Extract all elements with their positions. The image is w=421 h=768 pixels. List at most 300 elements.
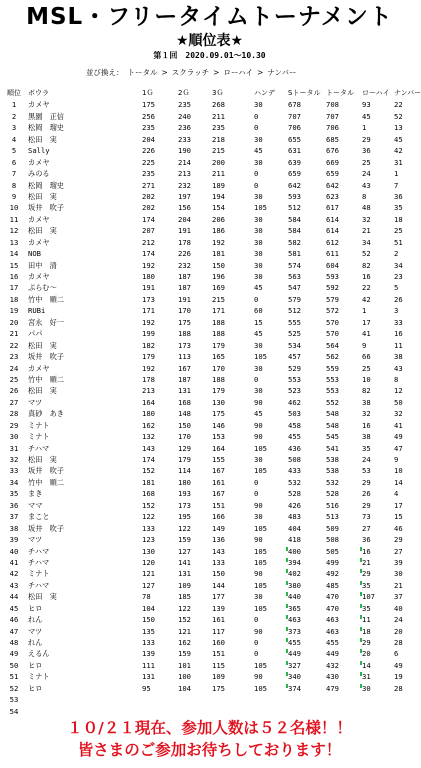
cell-handicap: 105 — [254, 443, 267, 453]
cell-number: 45 — [394, 134, 403, 144]
table-row — [4, 511, 417, 522]
cell-total: 430 — [326, 672, 339, 682]
marker-tick — [286, 684, 288, 688]
sort-item: > — [161, 68, 168, 77]
cell-total: 642 — [326, 180, 339, 190]
cell-game1: 180 — [142, 272, 155, 281]
table-row — [4, 351, 417, 362]
marker-tick — [286, 569, 288, 573]
cell-number: 37 — [394, 592, 403, 602]
cell-game2: 122 — [178, 603, 191, 613]
cell-rank: 32 — [9, 455, 19, 464]
cell-total: 706 — [326, 123, 339, 133]
cell-bowler-name: カメヤ — [28, 237, 50, 247]
cell-rank: 14 — [9, 249, 19, 259]
cell-bowler-name: ヒロ — [28, 683, 43, 693]
cell-bowler-name: 松田 実 — [28, 226, 57, 236]
cell-scratch-total: 404 — [288, 523, 301, 533]
cell-game2: 148 — [178, 409, 191, 419]
cell-bowler-name: RUBi — [28, 306, 46, 316]
cell-bowler-name: 松田 実 — [28, 134, 57, 144]
cell-bowler-name: 坂井 吹子 — [28, 203, 64, 213]
cell-game2: 162 — [178, 638, 191, 647]
table-row — [4, 580, 417, 591]
header-rank: 順位 — [7, 89, 21, 97]
cell-game1: 150 — [142, 615, 155, 625]
cell-bowler-name: チハマ — [28, 580, 50, 590]
cell-total: 449 — [326, 649, 339, 659]
cell-low-high: 16 — [362, 420, 371, 430]
cell-number: 21 — [394, 580, 403, 590]
cell-total: 532 — [326, 477, 339, 487]
cell-game3: 130 — [212, 397, 225, 407]
cell-handicap: 0 — [254, 649, 259, 659]
cell-game1: 199 — [142, 329, 155, 339]
cell-rank: 54 — [9, 706, 19, 716]
table-row — [4, 271, 417, 282]
cell-total: 612 — [326, 237, 339, 247]
cell-low-high: 31 — [362, 672, 371, 682]
cell-scratch-total: 655 — [288, 134, 301, 144]
header-scratch-total: Sトータル — [288, 89, 321, 97]
cell-total: 559 — [326, 363, 339, 373]
cell-game3: 215 — [212, 146, 225, 156]
header-low-high: ローハイ — [362, 89, 390, 97]
cell-number: 52 — [394, 111, 403, 121]
cell-total: 676 — [326, 146, 339, 156]
cell-rank: 4 — [11, 134, 17, 144]
cell-low-high: 38 — [362, 397, 371, 407]
cell-game2: 204 — [178, 214, 191, 224]
cell-scratch-total: 579 — [288, 294, 301, 304]
cell-handicap: 105 — [254, 546, 267, 556]
cell-low-high: 18 — [362, 626, 371, 636]
cell-handicap: 30 — [254, 455, 263, 464]
header-name: ボウラ — [28, 89, 49, 97]
cell-bowler-name: 黒園 正信 — [28, 111, 64, 121]
marker-tick — [360, 661, 362, 665]
sort-item: > — [257, 68, 264, 77]
cell-bowler-name: マツ — [28, 397, 43, 407]
marker-tick — [360, 672, 362, 676]
marker-tick — [360, 592, 362, 596]
cell-game2: 235 — [178, 100, 191, 110]
cell-game2: 104 — [178, 683, 191, 693]
cell-number: 10 — [394, 466, 403, 476]
cell-game3: 166 — [212, 512, 225, 522]
cell-game1: 235 — [142, 169, 155, 179]
cell-game1: 191 — [142, 283, 155, 293]
table-row — [4, 145, 417, 156]
cell-game2: 180 — [178, 477, 191, 487]
cell-number: 8 — [394, 374, 399, 384]
cell-bowler-name: 竹中 順二 — [28, 294, 64, 304]
cell-game1: 122 — [142, 512, 155, 522]
cell-rank: 34 — [9, 477, 19, 487]
cell-bowler-name: ヒロ — [28, 660, 43, 670]
cell-game1: 192 — [142, 317, 155, 327]
cell-total: 564 — [326, 340, 339, 350]
cell-low-high: 1 — [362, 123, 367, 133]
cell-number: 27 — [394, 546, 403, 556]
cell-handicap: 90 — [254, 500, 263, 510]
cell-game1: 104 — [142, 603, 155, 613]
cell-game1: 192 — [142, 363, 155, 373]
table-row — [4, 557, 417, 568]
cell-handicap: 30 — [254, 340, 263, 350]
cell-game1: 256 — [142, 111, 155, 121]
cell-game2: 190 — [178, 146, 191, 156]
cell-scratch-total: 433 — [288, 466, 301, 476]
cell-low-high: 29 — [362, 638, 371, 647]
cell-rank: 46 — [9, 615, 19, 625]
cell-bowler-name: 坂井 吹子 — [28, 352, 64, 362]
cell-number: 20 — [394, 626, 403, 636]
cell-total: 614 — [326, 226, 339, 236]
cell-rank: 44 — [9, 592, 19, 602]
cell-number: 25 — [394, 226, 403, 236]
cell-game1: 174 — [142, 214, 155, 224]
cell-number: 42 — [394, 146, 403, 156]
cell-game1: 175 — [142, 100, 155, 110]
cell-total: 463 — [326, 615, 339, 625]
cell-game2: 191 — [178, 226, 191, 236]
cell-game2: 197 — [178, 191, 191, 201]
cell-game3: 136 — [212, 535, 225, 545]
cell-low-high: 82 — [362, 260, 371, 270]
cell-game3: 188 — [212, 329, 225, 339]
cell-game2: 100 — [178, 672, 191, 682]
cell-game3: 268 — [212, 100, 225, 110]
cell-low-high: 32 — [362, 409, 371, 419]
cell-total: 685 — [326, 134, 339, 144]
cell-bowler-name: れん — [28, 638, 43, 647]
cell-number: 38 — [394, 352, 403, 362]
cell-low-high: 35 — [362, 443, 371, 453]
cell-handicap: 60 — [254, 306, 263, 316]
cell-total: 611 — [326, 249, 339, 259]
cell-bowler-name: カメヤ — [28, 100, 50, 110]
cell-number: 18 — [394, 214, 403, 224]
cell-game1: 123 — [142, 535, 155, 545]
cell-game2: 101 — [178, 660, 191, 670]
cell-rank: 43 — [9, 580, 19, 590]
cell-number: 14 — [394, 477, 403, 487]
cell-game2: 179 — [178, 455, 191, 464]
table-row — [4, 122, 417, 133]
table-row — [4, 317, 417, 328]
cell-handicap: 15 — [254, 317, 263, 327]
cell-bowler-name: えるん — [28, 649, 50, 659]
sort-item: ローハイ — [223, 68, 254, 77]
cell-total: 593 — [326, 272, 339, 281]
cell-handicap: 45 — [254, 409, 263, 419]
cell-game3: 188 — [212, 374, 225, 384]
cell-bowler-name: 真砂 あき — [28, 409, 64, 419]
marker-tick — [360, 604, 362, 608]
cell-rank: 48 — [9, 638, 19, 647]
page-title: MSL・フリータイムトーナメント — [26, 4, 393, 30]
cell-game1: 133 — [142, 523, 155, 533]
cell-bowler-name: ミナト — [28, 420, 50, 430]
cell-number: 2 — [394, 249, 399, 259]
cell-bowler-name: まき — [28, 489, 43, 499]
cell-total: 552 — [326, 397, 339, 407]
cell-handicap: 0 — [254, 123, 259, 133]
cell-bowler-name: カメヤ — [28, 214, 50, 224]
cell-rank: 2 — [11, 111, 17, 121]
cell-game3: 215 — [212, 294, 225, 304]
cell-number: 17 — [394, 500, 403, 510]
cell-game3: 144 — [212, 580, 225, 590]
cell-game2: 131 — [178, 569, 191, 579]
cell-total: 545 — [326, 432, 339, 442]
cell-rank: 26 — [9, 386, 19, 396]
cell-game1: 181 — [142, 477, 155, 487]
table-row — [4, 260, 417, 271]
cell-handicap: 30 — [254, 191, 263, 201]
cell-scratch-total: 400 — [288, 546, 301, 556]
cell-game2: 131 — [178, 386, 191, 396]
cell-low-high: 41 — [362, 329, 371, 339]
cell-game2: 178 — [178, 237, 191, 247]
cell-handicap: 0 — [254, 489, 259, 499]
cell-scratch-total: 508 — [288, 455, 301, 464]
cell-game2: 141 — [178, 557, 191, 567]
cell-game1: 179 — [142, 352, 155, 362]
cell-low-high: 38 — [362, 432, 371, 442]
table-row — [4, 157, 417, 168]
cell-scratch-total: 631 — [288, 146, 301, 156]
cell-game3: 177 — [212, 592, 225, 602]
cell-game2: 127 — [178, 546, 191, 556]
cell-handicap: 30 — [254, 214, 263, 224]
table-row — [4, 420, 417, 431]
cell-game3: 164 — [212, 443, 225, 453]
cell-scratch-total: 642 — [288, 180, 301, 190]
header-game2: 2Ｇ — [178, 89, 190, 97]
marker-tick — [360, 558, 362, 562]
cell-low-high: 8 — [362, 191, 367, 201]
cell-total: 499 — [326, 557, 339, 567]
cell-scratch-total: 512 — [288, 203, 301, 213]
table-row — [4, 248, 417, 259]
table-row — [4, 363, 417, 374]
cell-bowler-name: 宮永 好一 — [28, 317, 64, 327]
cell-scratch-total: 374 — [288, 683, 301, 693]
cell-handicap: 90 — [254, 535, 263, 545]
cell-game3: 109 — [212, 672, 225, 682]
cell-rank: 36 — [9, 500, 19, 510]
cell-rank: 42 — [9, 569, 19, 579]
header-game1: 1Ｇ — [142, 89, 154, 97]
table-row — [4, 134, 417, 145]
cell-handicap: 30 — [254, 386, 263, 396]
cell-game3: 160 — [212, 638, 225, 647]
cell-low-high: 66 — [362, 352, 371, 362]
cell-number: 5 — [394, 283, 399, 293]
cell-game2: 193 — [178, 489, 191, 499]
cell-game2: 152 — [178, 615, 191, 625]
cell-rank: 12 — [9, 226, 19, 236]
cell-game1: 131 — [142, 672, 155, 682]
cell-number: 3 — [394, 306, 399, 316]
cell-number: 33 — [394, 317, 403, 327]
cell-low-high: 107 — [362, 592, 375, 602]
cell-number: 22 — [394, 100, 403, 110]
cell-low-high: 1 — [362, 306, 367, 316]
cell-low-high: 36 — [362, 535, 371, 545]
cell-game2: 159 — [178, 535, 191, 545]
header-total: トータル — [326, 89, 354, 97]
cell-bowler-name: 松田 実 — [28, 340, 57, 350]
table-row — [4, 225, 417, 236]
cell-bowler-name: 竹中 順二 — [28, 477, 64, 487]
cell-scratch-total: 555 — [288, 317, 301, 327]
cell-handicap: 90 — [254, 432, 263, 442]
cell-game3: 179 — [212, 386, 225, 396]
cell-scratch-total: 457 — [288, 352, 301, 362]
cell-game1: 133 — [142, 638, 155, 647]
cell-game2: 168 — [178, 397, 191, 407]
marker-tick — [360, 581, 362, 585]
cell-rank: 22 — [9, 340, 19, 350]
cell-scratch-total: 534 — [288, 340, 301, 350]
cell-bowler-name: 田中 清 — [28, 260, 57, 270]
cell-rank: 41 — [9, 557, 19, 567]
cell-total: 708 — [326, 100, 339, 110]
cell-low-high: 35 — [362, 603, 371, 613]
cell-handicap: 105 — [254, 580, 267, 590]
table-row — [4, 534, 417, 545]
cell-rank: 17 — [9, 283, 19, 293]
cell-rank: 47 — [9, 626, 19, 636]
cell-scratch-total: 584 — [288, 214, 301, 224]
table-row — [4, 214, 417, 225]
cell-number: 35 — [394, 203, 403, 213]
cell-low-high: 20 — [362, 649, 371, 659]
cell-game3: 171 — [212, 306, 225, 316]
table-row — [4, 282, 417, 293]
marker-tick — [286, 604, 288, 608]
cell-scratch-total: 532 — [288, 477, 301, 487]
cell-total: 541 — [326, 443, 339, 453]
cell-low-high: 11 — [362, 615, 371, 625]
cell-total: 455 — [326, 638, 339, 647]
cell-game3: 150 — [212, 569, 225, 579]
cell-total: 470 — [326, 603, 339, 613]
cell-bowler-name: マツ — [28, 535, 43, 545]
cell-game3: 192 — [212, 237, 225, 247]
cell-low-high: 29 — [362, 569, 371, 579]
cell-total: 707 — [326, 111, 339, 121]
cell-game3: 151 — [212, 649, 225, 659]
cell-game3: 218 — [212, 134, 225, 144]
cell-total: 485 — [326, 580, 339, 590]
cell-handicap: 30 — [254, 237, 263, 247]
cell-bowler-name: カメヤ — [28, 272, 50, 281]
cell-rank: 53 — [9, 695, 19, 705]
cell-scratch-total: 458 — [288, 420, 301, 430]
cell-handicap: 45 — [254, 283, 263, 293]
cell-game2: 156 — [178, 203, 191, 213]
cell-scratch-total: 463 — [288, 615, 301, 625]
cell-game1: 202 — [142, 191, 155, 201]
cell-scratch-total: 525 — [288, 329, 301, 339]
cell-total: 562 — [326, 352, 339, 362]
marker-tick — [360, 684, 362, 688]
cell-scratch-total: 340 — [288, 672, 301, 682]
marker-tick — [286, 627, 288, 631]
marker-tick — [286, 592, 288, 596]
cell-handicap: 0 — [254, 638, 259, 647]
cell-game1: 192 — [142, 260, 155, 270]
cell-total: 570 — [326, 329, 339, 339]
cell-game2: 173 — [178, 500, 191, 510]
cell-total: 538 — [326, 455, 339, 464]
cell-handicap: 30 — [254, 157, 263, 167]
cell-handicap: 105 — [254, 660, 267, 670]
cell-total: 516 — [326, 500, 339, 510]
cell-scratch-total: 449 — [288, 649, 301, 659]
cell-game2: 129 — [178, 443, 191, 453]
cell-game1: 152 — [142, 500, 155, 510]
cell-number: 15 — [394, 512, 403, 522]
cell-bowler-name: れん — [28, 615, 43, 625]
cell-number: 1 — [394, 169, 399, 179]
cell-low-high: 35 — [362, 580, 371, 590]
cell-low-high: 53 — [362, 466, 371, 476]
cell-game3: 186 — [212, 226, 225, 236]
cell-low-high: 45 — [362, 111, 371, 121]
cell-game2: 195 — [178, 512, 191, 522]
cell-handicap: 30 — [254, 249, 263, 259]
cell-number: 40 — [394, 603, 403, 613]
table-row — [4, 431, 417, 442]
cell-number: 30 — [394, 569, 403, 579]
cell-scratch-total: 512 — [288, 306, 301, 316]
table-row — [4, 454, 417, 465]
cell-handicap: 30 — [254, 272, 263, 281]
cell-rank: 13 — [9, 237, 19, 247]
cell-game3: 189 — [212, 180, 225, 190]
cell-game1: 95 — [142, 683, 151, 693]
table-row — [4, 180, 417, 191]
cell-game3: 149 — [212, 523, 225, 533]
cell-scratch-total: 659 — [288, 169, 301, 179]
cell-bowler-name: ミナト — [28, 672, 50, 682]
cell-bowler-name: 坂井 吹子 — [28, 523, 64, 533]
cell-game3: 170 — [212, 363, 225, 373]
cell-total: 470 — [326, 592, 339, 602]
cell-handicap: 0 — [254, 477, 259, 487]
cell-total: 548 — [326, 409, 339, 419]
cell-rank: 1 — [11, 100, 17, 110]
cell-low-high: 32 — [362, 214, 371, 224]
cell-low-high: 34 — [362, 237, 371, 247]
marker-tick — [286, 638, 288, 642]
cell-total: 553 — [326, 374, 339, 384]
sort-item: ナンバー — [267, 68, 297, 77]
cell-scratch-total: 440 — [288, 592, 301, 602]
cell-low-high: 24 — [362, 169, 371, 179]
header-number: ナンバー — [394, 89, 421, 97]
cell-handicap: 30 — [254, 363, 263, 373]
cell-game2: 109 — [178, 580, 191, 590]
cell-rank: 3 — [11, 123, 17, 133]
cell-scratch-total: 593 — [288, 191, 301, 201]
marker-tick — [286, 558, 288, 562]
